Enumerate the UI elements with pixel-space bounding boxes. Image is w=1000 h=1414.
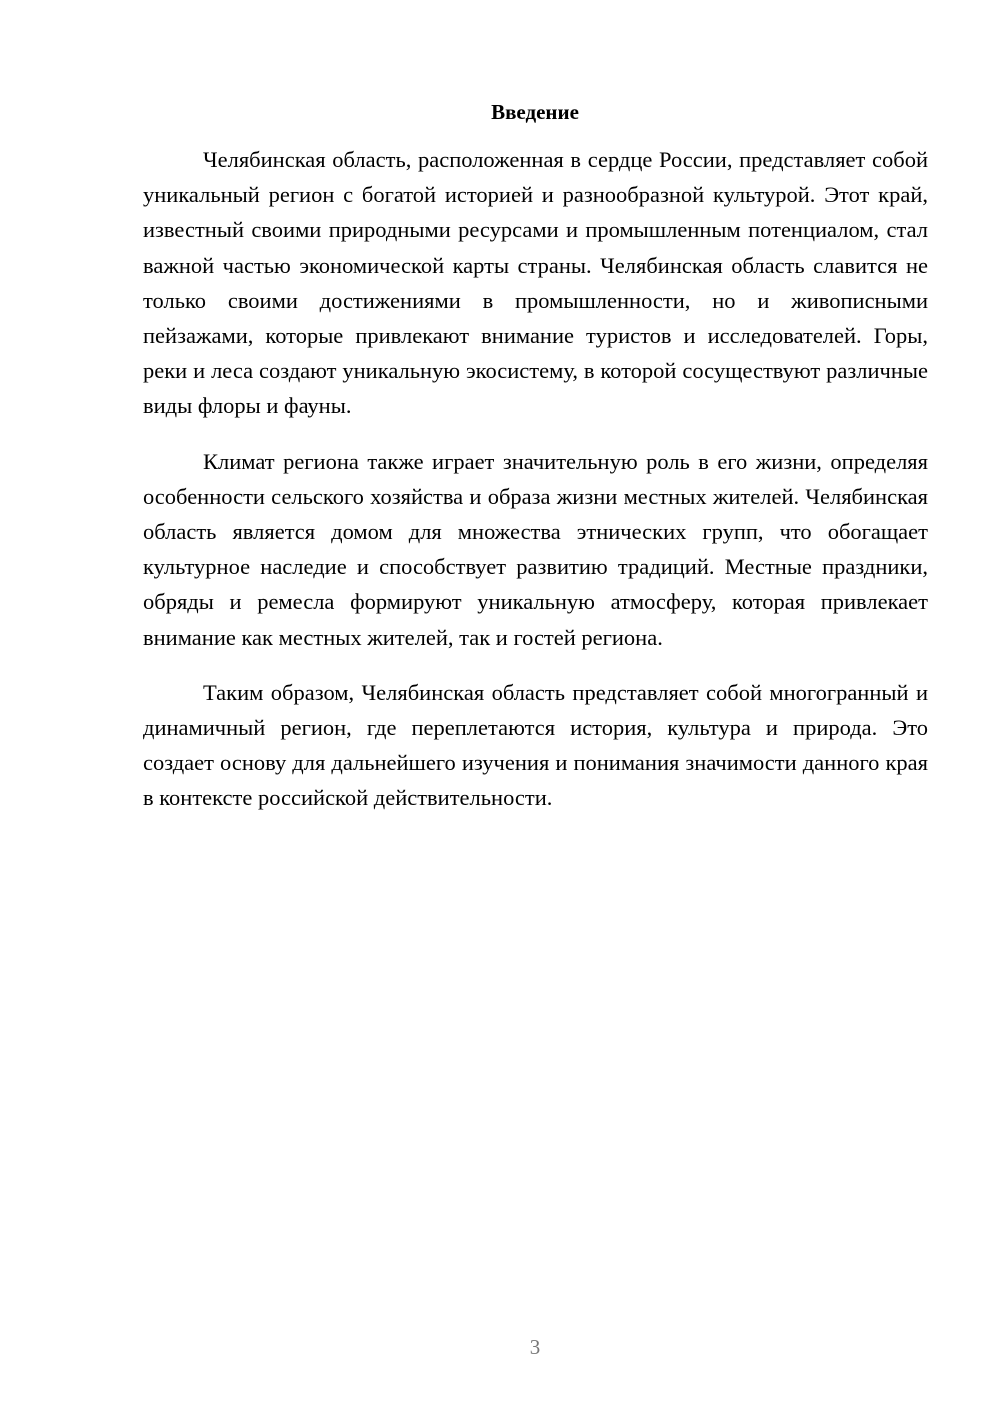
section-title: Введение (491, 100, 579, 124)
paragraph-3: Таким образом, Челябинская область представляет собой многогранный и динамичный регион, где переплетаются история, культура и природа. Это создает основу для дальнейшего изучения и понимания значимости данного края в контексте российской действительности. (143, 679, 928, 811)
page-number: 3 (529, 1335, 541, 1359)
body-text (143, 142, 928, 836)
paragraph-2: Климат региона также играет значительную роль в его жизни, определяя особенности сельского хозяйства и образа жизни местных жителей. Челябинская область является домом для множества этнических групп, что обогащает культурное наследие и способствует развитию традиций. Местные праздники, обряды и ремесла формируют уникальную атмосферу, которая привлекает внимание как местных жителей, так и гостей региона. (143, 448, 928, 650)
paragraph-1: Челябинская область, расположенная в сердце России, представляет собой уникальный регион с богатой историей и разнообразной культурой. Этот край, известный своими природными ресурсами и промышленным потенциалом, стал важной частью экономической карты страны. Челябинская область славится не только своими достижениями в промышленности, но и живописными пейзажами, которые привлекают внимание туристов и исследователей. Горы, реки и леса создают уникальную экосистему, в которой сосуществуют различные виды флоры и фауны. (143, 147, 928, 419)
